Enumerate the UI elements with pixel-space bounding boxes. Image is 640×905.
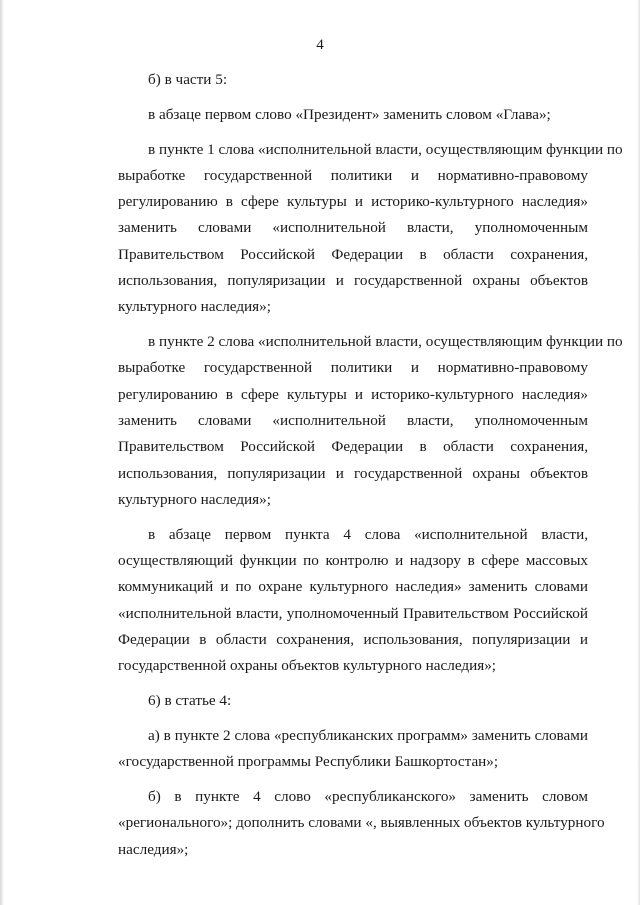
text-line: Правительством Российской Федерации в области сохранения, xyxy=(118,245,588,263)
text-line: в пункте 2 слова «исполнительной власти, осуществляющим функции по xyxy=(148,333,623,351)
text-line: государственной охраны объектов культурного наследия»; xyxy=(118,657,497,675)
text-line: использования, популяризации и государственной охраны объектов xyxy=(118,464,588,482)
text-line: использования, популяризации и государственной охраны объектов xyxy=(118,272,588,290)
paragraph xyxy=(88,688,588,714)
paragraph xyxy=(88,67,588,93)
text-line: б) в пункте 4 слово «республиканского» заменить словом xyxy=(148,787,588,805)
scan-edge-left xyxy=(0,0,4,905)
text-line: а) в пункте 2 слова «республиканских программ» заменить словами xyxy=(148,726,588,744)
text-line: выработке государственной политики и нормативно-правовому xyxy=(118,166,588,184)
text-line: Правительством Российской Федерации в области сохранения, xyxy=(118,438,588,456)
text-line: выработке государственной политики и нормативно-правовому xyxy=(118,359,588,377)
text-line: б) в части 5: xyxy=(148,71,228,88)
text-line: в абзаце первом слово «Президент» заменить словом «Глава»; xyxy=(148,105,551,123)
text-line: наследия»; xyxy=(118,840,189,858)
text-line: регулированию в сфере культуры и историко-культурного наследия» xyxy=(118,385,588,403)
text-line: 6) в статье 4: xyxy=(148,692,232,710)
text-line: заменить словами «исполнительной власти, уполномоченным xyxy=(118,412,588,430)
text-line: коммуникаций и по охране культурного наследия» заменить словами xyxy=(118,578,588,596)
text-line: в абзаце первом пункта 4 слова «исполнительной власти, xyxy=(148,525,588,543)
text-line: регулированию в сфере культуры и историко-культурного наследия» xyxy=(118,193,588,211)
paragraph xyxy=(88,522,588,680)
text-line: осуществляющий функции по контролю и надзору в сфере массовых xyxy=(118,552,588,570)
text-line: Федерации в области сохранения, использования, популяризации и xyxy=(118,630,588,648)
paragraph xyxy=(88,723,588,776)
text-line: заменить словами «исполнительной власти, уполномоченным xyxy=(118,219,588,237)
text-line: культурного наследия»; xyxy=(118,490,271,508)
paragraph xyxy=(88,137,623,321)
paragraph xyxy=(88,784,605,863)
text-line: «государственной программы Республики Башкортостан»; xyxy=(118,753,499,771)
text-line: культурного наследия»; xyxy=(118,298,271,316)
text-line: «исполнительной власти, уполномоченный Правительством Российской xyxy=(118,604,588,622)
text-line: «регионального»; дополнить словами «, выявленных объектов культурного xyxy=(118,814,605,832)
document-body xyxy=(88,67,623,863)
paragraph xyxy=(88,329,623,513)
paragraph xyxy=(88,102,588,128)
text-line: в пункте 1 слова «исполнительной власти, осуществляющим функции по xyxy=(148,140,623,158)
page-number: 4 xyxy=(316,37,324,53)
